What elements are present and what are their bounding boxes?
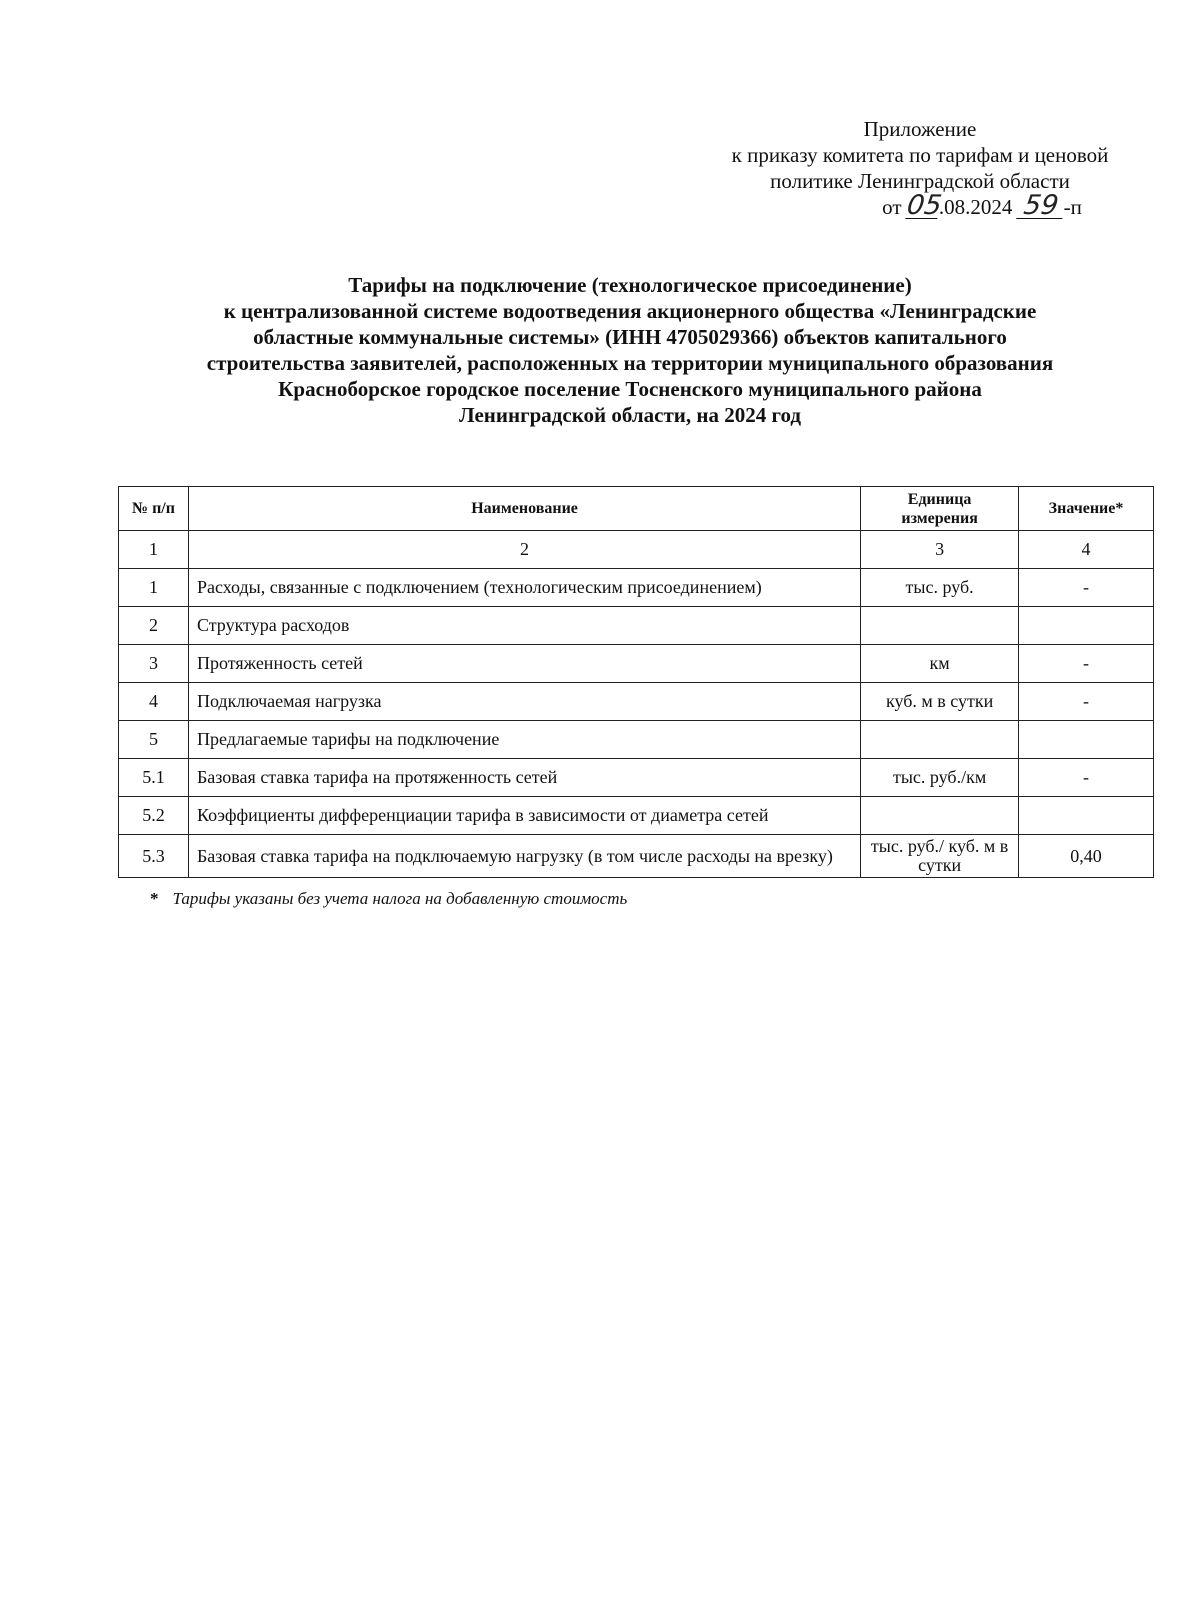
tariffs-table (118, 486, 1154, 878)
row-number: 4 (119, 683, 189, 721)
header-unit: Единица измерения (861, 487, 1019, 531)
row-value: - (1019, 569, 1154, 607)
footnote (150, 889, 627, 909)
row-value (1019, 797, 1154, 835)
table-row (119, 721, 1154, 759)
table-row (119, 835, 1154, 878)
appendix-line: политике Ленинградской области (770, 169, 1070, 193)
row-name: Коэффициенты дифференциации тарифа в зависимости от диаметра сетей (188, 797, 860, 835)
row-number: 1 (119, 569, 189, 607)
header-value: Значение* (1019, 487, 1154, 531)
handwritten-order-number: 59 (1016, 194, 1066, 219)
row-value: - (1019, 759, 1154, 797)
column-number: 3 (861, 531, 1019, 569)
row-name: Предлагаемые тарифы на подключение (188, 721, 860, 759)
row-unit (861, 721, 1019, 759)
row-number: 5.3 (119, 835, 189, 878)
title-line: Ленинградской области, на 2024 год (458, 403, 802, 427)
row-unit: куб. м в сутки (861, 683, 1019, 721)
row-name: Протяженность сетей (188, 645, 860, 683)
document-title (110, 272, 1150, 428)
row-unit: км (861, 645, 1019, 683)
row-number: 5.2 (119, 797, 189, 835)
table-header-row (119, 487, 1154, 531)
table-row (119, 759, 1154, 797)
row-value (1019, 607, 1154, 645)
row-number: 5 (119, 721, 189, 759)
row-value: - (1019, 683, 1154, 721)
row-unit (861, 607, 1019, 645)
row-unit: тыс. руб. (861, 569, 1019, 607)
header-number: № п/п (119, 487, 189, 531)
table-row (119, 645, 1154, 683)
footnote-mark: * (150, 889, 159, 908)
row-unit: тыс. руб./ куб. м в сутки (861, 835, 1019, 878)
order-date-line (752, 190, 1200, 221)
row-unit (861, 797, 1019, 835)
row-value (1019, 721, 1154, 759)
table-row (119, 607, 1154, 645)
row-unit: тыс. руб./км (861, 759, 1019, 797)
row-name: Расходы, связанные с подключением (технологическим присоединением) (188, 569, 860, 607)
row-value: 0,40 (1019, 835, 1154, 878)
row-number: 3 (119, 645, 189, 683)
row-value: - (1019, 645, 1154, 683)
column-number-row (119, 531, 1154, 569)
date-rest: .08.2024 (938, 195, 1013, 219)
header-name: Наименование (188, 487, 860, 531)
table-row (119, 569, 1154, 607)
appendix-line: Приложение (863, 117, 977, 141)
row-name: Базовая ставка тарифа на подключаемую нагрузку (в том числе расходы на врезку) (188, 835, 860, 878)
table-row (119, 683, 1154, 721)
title-line: к централизованной системе водоотведения акционерного общества «Ленинградские (223, 299, 1037, 323)
table-row (119, 797, 1154, 835)
row-number: 5.1 (119, 759, 189, 797)
order-suffix: -п (1063, 195, 1082, 219)
row-number: 2 (119, 607, 189, 645)
column-number: 4 (1019, 531, 1154, 569)
title-line: Красноборское городское поселение Тосненского муниципального района (278, 377, 982, 401)
title-line: строительства заявителей, расположенных на территории муниципального образования (206, 351, 1054, 375)
row-name: Базовая ставка тарифа на протяженность сетей (188, 759, 860, 797)
appendix-header (690, 116, 1150, 220)
appendix-line: к приказу комитета по тарифам и ценовой (731, 143, 1109, 167)
date-prefix: от (882, 195, 902, 219)
handwritten-day: 05 (904, 190, 944, 221)
row-name: Подключаемая нагрузка (188, 683, 860, 721)
row-name: Структура расходов (188, 607, 860, 645)
title-line: областные коммунальные системы» (ИНН 4705029366) объектов капитального (253, 325, 1007, 349)
title-line: Тарифы на подключение (технологическое присоединение) (348, 273, 912, 297)
footnote-text: Тарифы указаны без учета налога на добавленную стоимость (172, 889, 628, 908)
column-number: 2 (188, 531, 860, 569)
column-number: 1 (119, 531, 189, 569)
